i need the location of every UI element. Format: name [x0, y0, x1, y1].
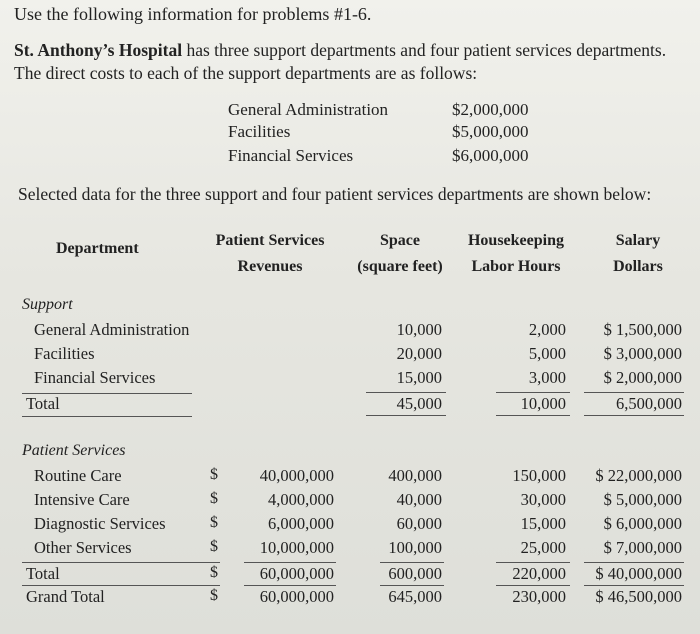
cell-space: 45,000	[396, 394, 442, 413]
total-rule	[496, 392, 570, 393]
cell-space: 600,000	[388, 564, 442, 583]
cell-space: 10,000	[396, 320, 442, 339]
cell-salary: $ 3,000,000	[603, 344, 682, 363]
grand-total-rule	[22, 585, 220, 586]
cell-space: 60,000	[396, 514, 442, 533]
cell-salary: $ 46,500,000	[595, 587, 682, 606]
row-label: Routine Care	[34, 466, 122, 485]
direct-cost-label: Facilities	[228, 122, 291, 141]
header-line: Space	[380, 232, 420, 249]
cell-housekeeping: 5,000	[528, 344, 566, 363]
patient-total-label: Total	[26, 564, 60, 583]
intro-line-2	[14, 40, 700, 61]
total-bottom-rule	[366, 415, 446, 416]
intro-line-3: The direct costs to each of the support departments are as follows:	[14, 63, 478, 83]
cell-dollar-sign: $	[210, 587, 218, 604]
grand-total-rule	[244, 585, 336, 586]
header-salary	[596, 228, 680, 280]
cell-dollar-sign: $	[210, 538, 218, 555]
total-bottom-rule	[496, 415, 570, 416]
cell-housekeeping: 230,000	[512, 587, 566, 606]
total-rule	[22, 562, 220, 563]
cell-housekeeping: 150,000	[512, 466, 566, 485]
header-department: Department	[56, 240, 139, 257]
grand-total-rule	[380, 585, 444, 586]
cell-dollar-sign: $	[210, 490, 218, 507]
total-rule	[380, 562, 444, 563]
direct-cost-value: $5,000,000	[452, 122, 529, 141]
cell-housekeeping: 25,000	[520, 538, 566, 557]
direct-cost-value: $2,000,000	[452, 100, 529, 119]
cell-salary: $ 40,000,000	[595, 564, 682, 583]
header-line: Revenues	[237, 258, 303, 275]
section-support: Support	[22, 296, 73, 313]
total-bottom-rule	[584, 415, 684, 416]
row-label: Facilities	[34, 344, 95, 363]
cell-space: 400,000	[388, 466, 442, 485]
row-label: Other Services	[34, 538, 132, 557]
row-label: General Administration	[34, 320, 190, 339]
cell-housekeeping: 10,000	[520, 394, 566, 413]
total-rule	[584, 392, 684, 393]
cell-space: 100,000	[388, 538, 442, 557]
direct-cost-label: Financial Services	[228, 146, 354, 165]
support-total-label: Total	[26, 394, 60, 413]
selected-data-text: Selected data for the three support and four patient services departments are shown below:	[18, 184, 652, 204]
cell-housekeeping: 30,000	[520, 490, 566, 509]
cell-salary: $ 1,500,000	[603, 320, 682, 339]
cell-housekeeping: 2,000	[528, 320, 566, 339]
direct-cost-value: $6,000,000	[452, 146, 529, 165]
cell-salary: 6,500,000	[616, 394, 682, 413]
cell-salary: $ 7,000,000	[603, 538, 682, 557]
section-patient-services: Patient Services	[22, 442, 126, 459]
cell-space: 645,000	[388, 587, 442, 606]
hospital-name: St. Anthony’s Hospital	[14, 40, 183, 60]
cell-revenue: 60,000,000	[259, 587, 334, 606]
header-line: Housekeeping	[467, 232, 564, 249]
cell-revenue: 60,000,000	[259, 564, 334, 583]
cell-dollar-sign: $	[210, 466, 218, 483]
cell-revenue: 10,000,000	[259, 538, 334, 557]
row-label: Diagnostic Services	[34, 514, 166, 533]
total-rule	[496, 562, 570, 563]
cell-salary: $ 6,000,000	[603, 514, 682, 533]
total-bottom-rule	[22, 416, 192, 417]
grand-total-label: Grand Total	[26, 587, 105, 606]
cell-salary: $ 2,000,000	[603, 368, 682, 387]
cell-space: 40,000	[396, 490, 442, 509]
header-line: Labor Hours	[471, 258, 561, 275]
row-label: Intensive Care	[34, 490, 130, 509]
cell-salary: $ 5,000,000	[603, 490, 682, 509]
direct-cost-label: General Administration	[228, 100, 389, 119]
cell-salary: $ 22,000,000	[595, 466, 682, 485]
cell-housekeeping: 15,000	[520, 514, 566, 533]
intro-line-1: Use the following information for problems #1-6.	[14, 4, 372, 24]
row-label: Financial Services	[34, 368, 156, 387]
cell-revenue: 4,000,000	[268, 490, 334, 509]
cell-dollar-sign: $	[210, 564, 218, 581]
cell-dollar-sign: $	[210, 514, 218, 531]
cell-housekeeping: 3,000	[528, 368, 566, 387]
header-housekeeping	[456, 228, 576, 280]
total-rule	[366, 392, 446, 393]
cell-space: 20,000	[396, 344, 442, 363]
cell-revenue: 40,000,000	[259, 466, 334, 485]
cell-revenue: 6,000,000	[268, 514, 334, 533]
grand-total-rule	[584, 585, 684, 586]
grand-total-rule	[496, 585, 570, 586]
intro-line-2-rest: has three support departments and four patient services departments.	[182, 40, 667, 60]
header-line: Salary	[615, 232, 661, 249]
total-rule	[244, 562, 336, 563]
total-rule	[584, 562, 684, 563]
cell-housekeeping: 220,000	[512, 564, 566, 583]
cell-space: 15,000	[396, 368, 442, 387]
header-line: (square feet)	[357, 258, 443, 275]
header-patient-services-revenues	[200, 228, 340, 280]
header-line: Patient Services	[215, 232, 325, 249]
header-line: Dollars	[613, 258, 663, 275]
header-space	[340, 228, 460, 280]
